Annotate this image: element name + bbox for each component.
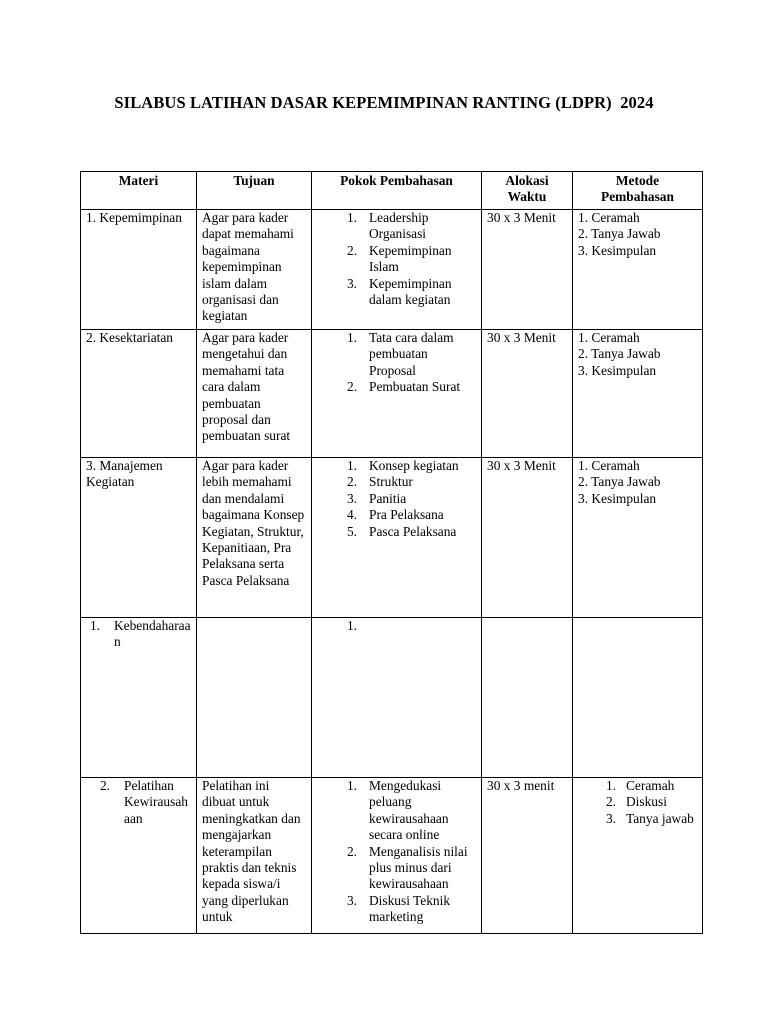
header-metode-line1: Metode [615,173,660,188]
header-alokasi-line2: Waktu [507,189,547,205]
header-materi: Materi [81,172,197,210]
list-item: 2. Pembuatan Surat [346,379,461,395]
cell-alokasi: 30 x 3 menit [482,778,573,934]
list-item: 1. Tata cara dalam pembuatan Proposal [346,330,454,378]
cell-metode [573,210,703,330]
cell-alokasi: 30 x 3 Menit [482,210,573,330]
list-item: 4. Pra Pelaksana [346,507,444,523]
cell-alokasi: 30 x 3 Menit [482,330,573,458]
cell-tujuan: Agar para kader dapat memahami bagaimana kepemimpinan islam dalam organisasi dan kegiatan [197,210,312,330]
header-pokok-pembahasan: Pokok Pembahasan [312,172,482,210]
cell-materi: 3. Manajemen Kegiatan [81,458,197,618]
list-item: 3. Kepemimpinan dalam kegiatan [346,275,452,308]
list-item: 1. Kebendaharaa n [89,618,191,650]
list-item: 3. Tanya jawab [605,810,694,826]
cell-pokok [312,210,482,330]
metode-item: 1. Ceramah [578,210,640,225]
cell-tujuan: Agar para kader mengetahui dan memahami tata cara dalam pembuatan proposal dan pembuatan surat [197,330,312,458]
table-header-row [81,172,703,210]
cell-pokok: 1. [312,618,482,778]
list-item: 2. Kepemimpinan Islam [346,242,452,275]
list-item: 3. Panitia [346,490,407,506]
metode-item: 3. Kesimpulan [578,362,657,378]
header-alokasi-line1: Alokasi [505,173,549,188]
table-row [81,618,703,778]
cell-materi: 1. Kepemimpinan [81,210,197,330]
metode-item: 3. Kesimpulan [578,242,657,258]
cell-metode [573,458,703,618]
list-item: 2. Menganalisis nilai plus minus dari kewirausahaan [346,843,468,892]
header-alokasi-waktu [482,172,573,210]
metode-item: 2. Tanya Jawab [578,346,661,362]
header-metode-line2: Pembahasan [601,189,674,205]
metode-item: 3. Kesimpulan [578,490,657,506]
cell-alokasi: 30 x 3 Menit [482,458,573,618]
list-item: 5. Pasca Pelaksana [346,523,457,539]
list-item: 2. Diskusi [605,794,667,810]
materi-list [86,778,191,827]
cell-metode [573,330,703,458]
table-row [81,210,703,330]
list-item: 1. Leadership Organisasi [346,210,429,242]
pokok-list [317,458,476,540]
list-item: 1. Konsep kegiatan [346,458,459,473]
list-item: 1. Mengedukasi peluang kewirausahaan secara online [346,778,449,843]
header-metode-pembahasan [573,172,703,210]
cell-pokok [312,458,482,618]
table-row [81,330,703,458]
metode-item: 1. Ceramah [578,330,640,345]
cell-tujuan: Agar para kader lebih memahami dan mendalami bagaimana Konsep Kegiatan, Struktur, Kepanitiaan, Pra Pelaksana serta Pasca Pelaksana [197,458,312,618]
list-item: 3. Diskusi Teknik marketing [346,892,451,925]
pokok-list [317,778,476,926]
metode-item: 2. Tanya Jawab [578,226,661,242]
list-item: 1. Ceramah [605,778,675,793]
list-item: 2. Pelatihan Kewirausah aan [99,778,188,826]
metode-item: 2. Tanya Jawab [578,474,661,490]
cell-alokasi [482,618,573,778]
cell-materi: 2. Kesektariatan [81,330,197,458]
cell-materi [81,778,197,934]
metode-list [578,778,697,827]
table-row [81,778,703,934]
cell-tujuan: Pelatihan ini dibuat untuk meningkatkan dan mengajarkan keterampilan praktis dan teknis kepada siswa/i yang diperlukan untuk [197,778,312,934]
pokok-list [317,210,476,308]
materi-list [86,618,191,651]
syllabus-table [80,171,703,934]
metode-item: 1. Ceramah [578,458,640,473]
pokok-list [317,330,476,396]
document-title: SILABUS LATIHAN DASAR KEPEMIMPINAN RANTING (LDPR) 2024 [114,93,654,112]
cell-materi [81,618,197,778]
cell-metode [573,778,703,934]
cell-pokok [312,330,482,458]
cell-metode [573,618,703,778]
cell-tujuan [197,618,312,778]
cell-pokok [312,778,482,934]
list-item: 2. Struktur [346,474,413,490]
table-row [81,458,703,618]
header-tujuan: Tujuan [197,172,312,210]
